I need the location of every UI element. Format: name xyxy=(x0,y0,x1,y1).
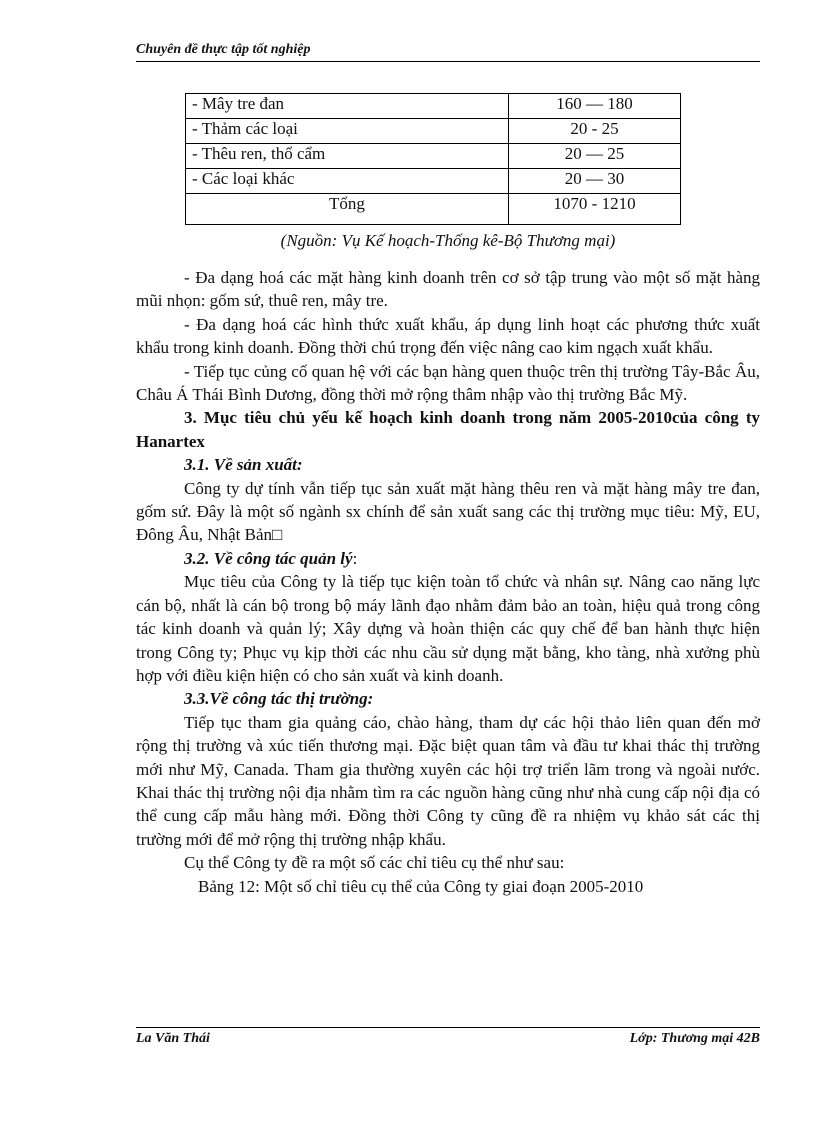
table-cell-value: 20 — 25 xyxy=(509,144,681,169)
subsection-heading-3-2 xyxy=(136,547,760,570)
table-cell-item: - Các loại khác xyxy=(186,169,509,194)
subsection-heading-3-3: 3.3.Về công tác thị trường: xyxy=(184,689,374,709)
table-row xyxy=(186,169,681,194)
table-row xyxy=(186,119,681,144)
table-cell-item: - Thảm các loại xyxy=(186,119,509,144)
table-caption: Bảng 12: Một số chỉ tiêu cụ thể của Công ty giai đoạn 2005-2010 xyxy=(198,876,644,896)
table-cell-item: - Mây tre đan xyxy=(186,94,509,119)
footer-rule xyxy=(136,1027,760,1028)
table-row xyxy=(186,144,681,169)
paragraph: - Tiếp tục củng cố quan hệ với các bạn hàng quen thuộc trên thị trường Tây-Bắc Âu, Châu Á Thái Bình Dương, đồng thời mở rộng thâm nhập vào thị trường Bắc Mỹ. xyxy=(136,361,760,405)
heading-colon: : xyxy=(352,548,358,568)
table-cell-value: 20 — 30 xyxy=(509,169,681,194)
missing-glyph-icon: □ xyxy=(271,525,283,545)
footer-class: Lớp: Thương mại 42B xyxy=(629,1031,760,1046)
table-cell-value: 20 - 25 xyxy=(509,119,681,144)
subsection-heading-text: 3.2. Về công tác quản lý xyxy=(184,548,353,568)
table-source-note: (Nguồn: Vụ Kế hoạch-Thống kê-Bộ Thương mại) xyxy=(280,231,616,250)
table-total-value: 1070 - 1210 xyxy=(509,194,681,225)
page-header-title: Chuyên đề thực tập tốt nghiệp xyxy=(136,42,311,57)
footer-author: La Văn Thái xyxy=(136,1031,210,1046)
paragraph xyxy=(136,477,760,547)
table-cell-value: 160 — 180 xyxy=(509,94,681,119)
paragraph: Cụ thể Công ty đề ra một số các chỉ tiêu cụ thể như sau: xyxy=(184,853,565,873)
header-rule xyxy=(136,61,760,62)
paragraph: Mục tiêu của Công ty là tiếp tục kiện toàn tổ chức và nhân sự. Nâng cao năng lực cán bộ, nhất là cán bộ trong bộ máy lãnh đạo nhằm đảm bảo an toàn, hiệu quả trong công tác kinh doanh và quản lý; Xây dựng và hoàn thiện các quy chế để ban hành thực hiện trong Công ty; Phục vụ kịp thời các nhu cầu sử dụng mặt bằng, kho tàng, nhà xưởng phù hợp với điều kiện hiện có cho sản xuất và kinh doanh. xyxy=(136,572,760,685)
section-heading-3: 3. Mục tiêu chủ yếu kế hoạch kinh doanh trong năm 2005-2010của công ty Hanartex xyxy=(136,408,760,451)
paragraph: - Đa dạng hoá các hình thức xuất khẩu, áp dụng linh hoạt các phương thức xuất khẩu trong kinh doanh. Đồng thời chú trọng đến việc nâng cao kim ngạch xuất khẩu. xyxy=(136,314,760,358)
paragraph-text: Công ty dự tính vẫn tiếp tục sản xuất mặt hàng thêu ren và mặt hàng mây tre đan, gốm sứ. Đây là một số ngành sx chính để sản xuất sang các thị trường mục tiêu: Mỹ, EU, Đông Âu, Nhật Bản xyxy=(136,478,760,545)
table-total-row xyxy=(186,194,681,225)
export-items-table xyxy=(185,93,681,225)
paragraph: Tiếp tục tham gia quảng cáo, chào hàng, tham dự các hội thảo liên quan đến mở rộng thị trường và xúc tiến thương mại. Đặc biệt quan tâm và đầu tư khai thác thị trường mới như Mỹ, Canada. Tham gia thường xuyên các hội trợ triển lãm trong và ngoài nước. Khai thác thị trường nội địa nhằm tìm ra các nguồn hàng cũng như nhà cung cấp nội địa có thể cung cấp mẫu hàng mới. Đồng thời Công ty cũng đề ra nhiệm vụ khảo sát các thị trường mới để mở rộng thị trường nhập khẩu. xyxy=(136,712,760,849)
subsection-heading-3-1: 3.1. Về sản xuất: xyxy=(184,455,303,475)
paragraph: - Đa dạng hoá các mặt hàng kinh doanh trên cơ sở tập trung vào một số mặt hàng mũi nhọn: gốm sứ, thuê ren, mây tre. xyxy=(136,268,760,311)
document-body xyxy=(136,266,760,898)
table-row xyxy=(186,94,681,119)
table-cell-item: - Thêu ren, thổ cẩm xyxy=(186,144,509,169)
table-total-label: Tổng xyxy=(186,194,509,225)
